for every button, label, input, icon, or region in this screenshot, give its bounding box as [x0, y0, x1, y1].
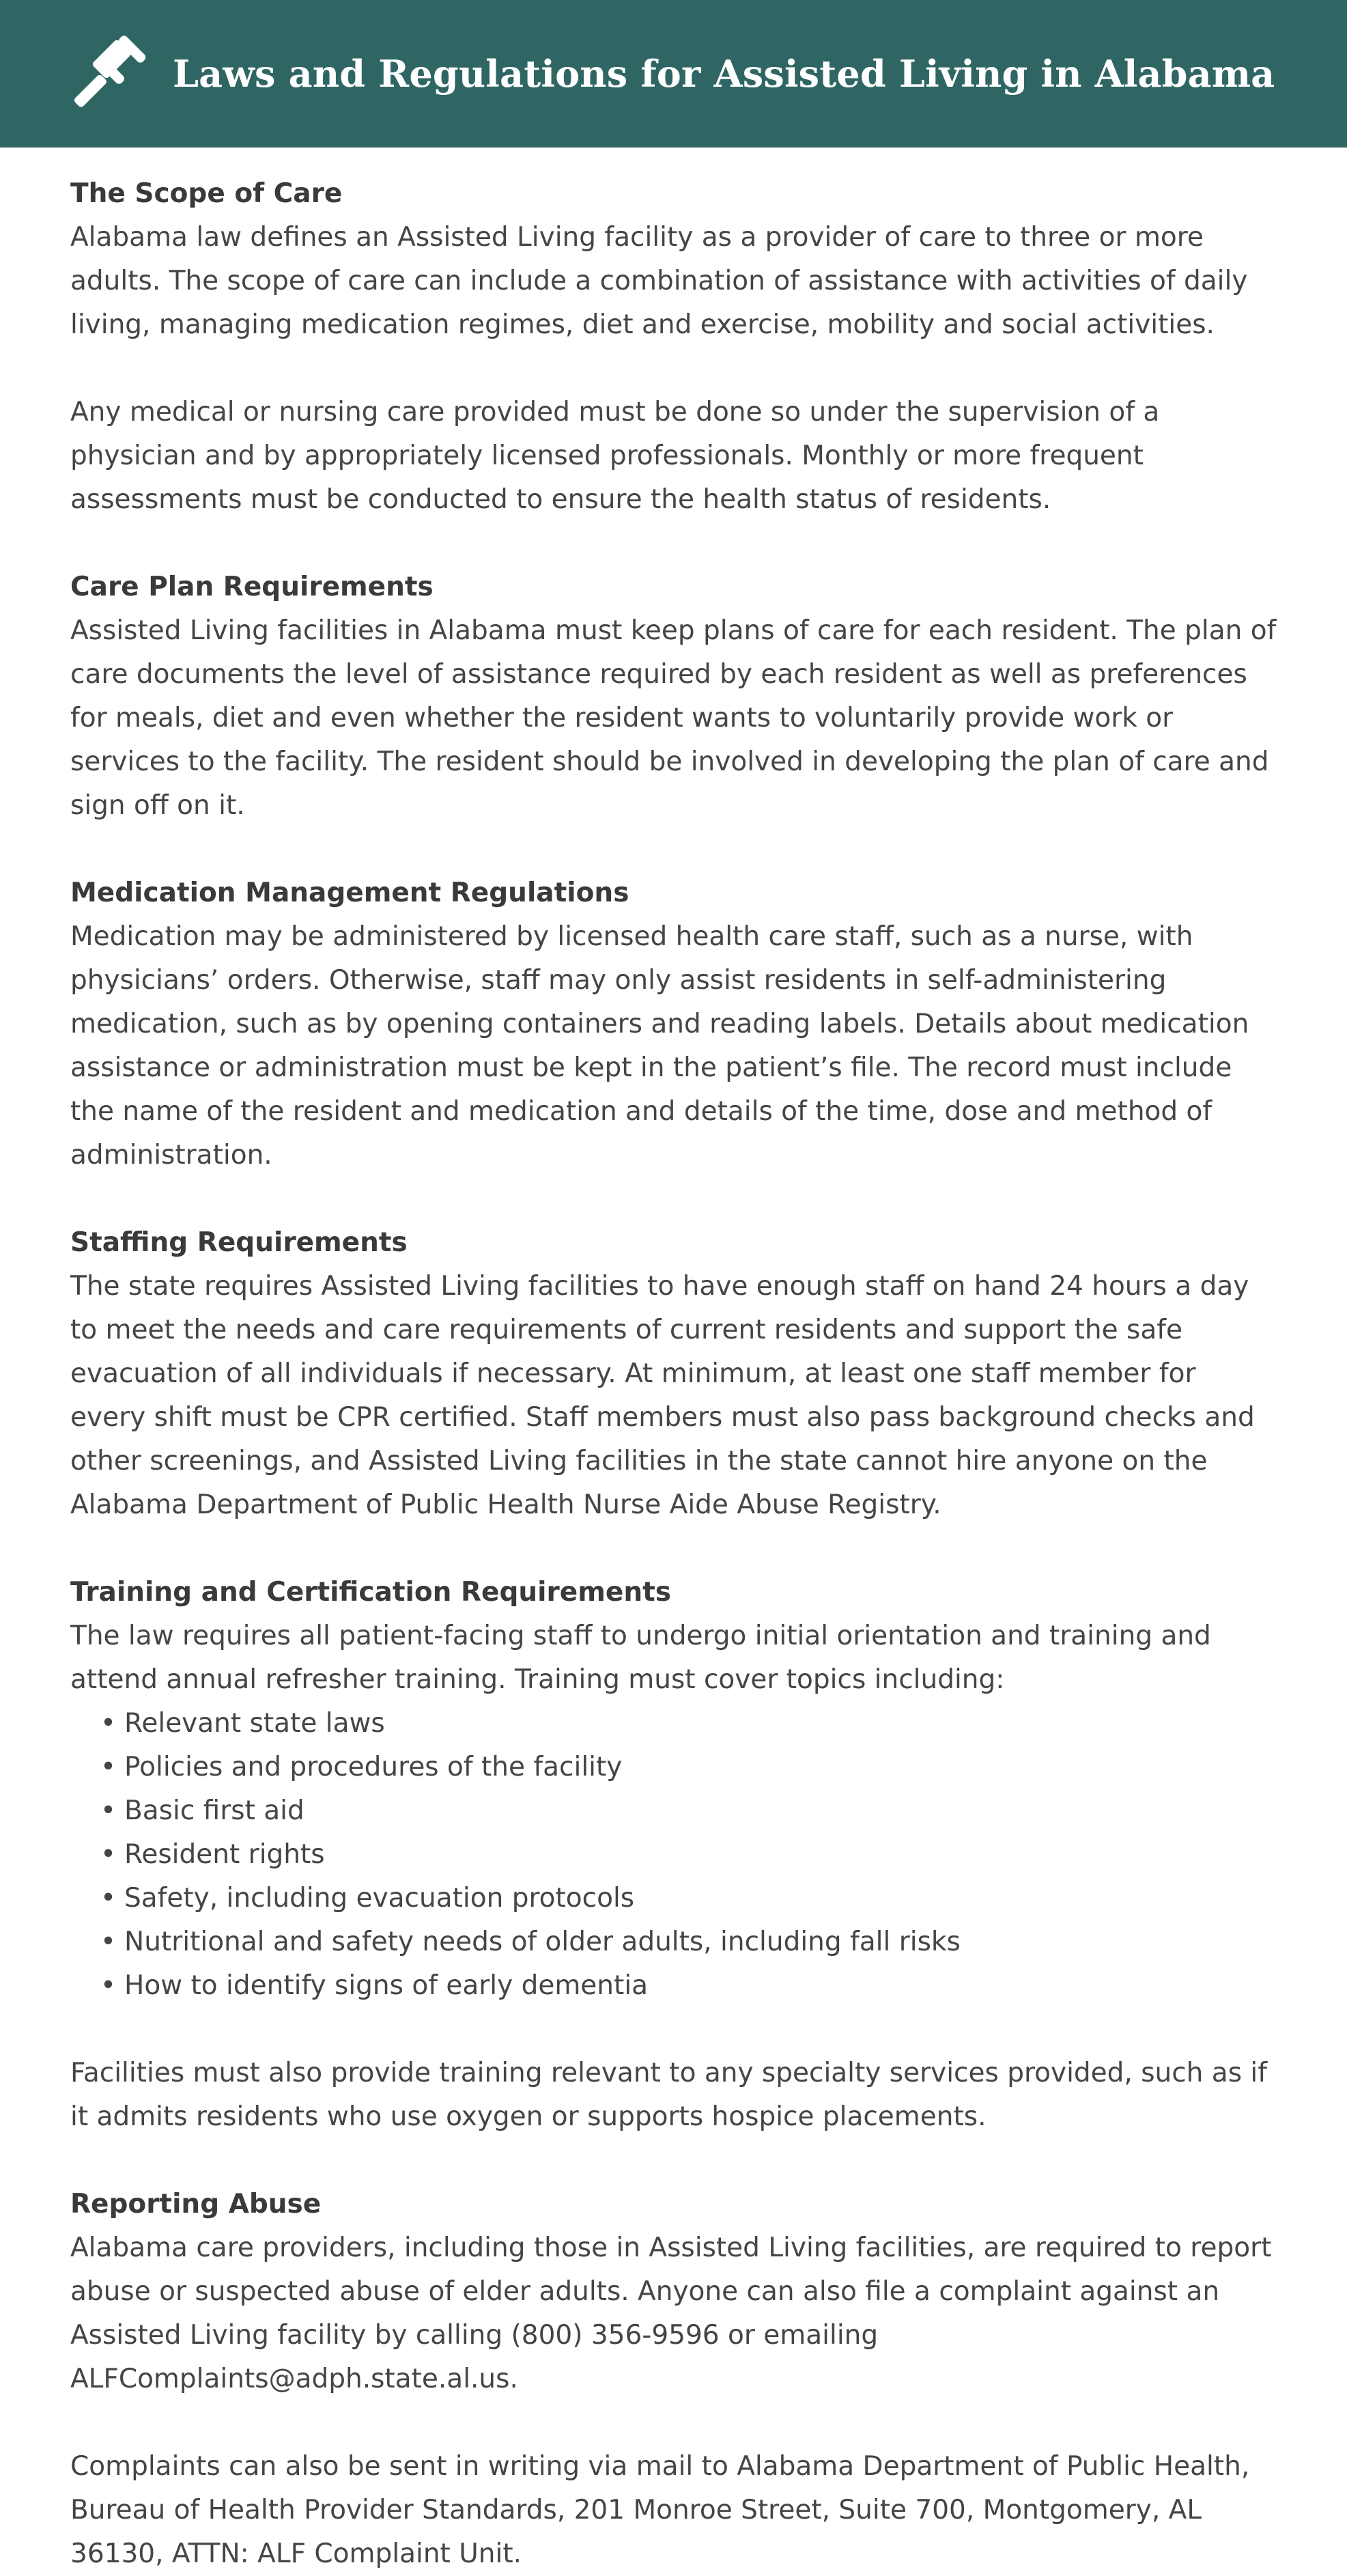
- paragraph: The law requires all patient-facing staff to undergo initial orientation and training and attend annual refresher training. Training must cover topics including:: [70, 1621, 1211, 1695]
- section-heading-abuse: Reporting Abuse: [70, 2189, 322, 2220]
- gavel-icon: [68, 32, 150, 115]
- paragraph: Assisted Living facilities in Alabama must keep plans of care for each resident. The plan of care documents the level of assistance required by each resident as well as preferences for meals, diet and even whether the resident wants to voluntarily provide work or services to the facility. The resident should be involved in developing the plan of care and sign off on it.: [70, 615, 1277, 821]
- section-heading-care-plan: Care Plan Requirements: [70, 572, 434, 602]
- section-heading-training: Training and Certification Requirements: [70, 1577, 671, 1608]
- section-heading-scope: The Scope of Care: [70, 178, 343, 209]
- list-item: • How to identify signs of early dementia: [100, 1970, 649, 2001]
- section-heading-medication: Medication Management Regulations: [70, 878, 629, 908]
- list-item: • Policies and procedures of the facility: [100, 1752, 623, 1782]
- list-item: • Resident rights: [100, 1839, 325, 1870]
- paragraph: Alabama law defines an Assisted Living facility as a provider of care to three or more adults. The scope of care can include a combination of assistance with activities of daily living, managing medication regimes, diet and exercise, mobility and social activities.: [70, 222, 1248, 340]
- list-item: • Safety, including evacuation protocols: [100, 1883, 635, 1914]
- page-title: Laws and Regulations for Assisted Living in Alabama: [173, 52, 1275, 96]
- list-item: • Basic first aid: [100, 1795, 304, 1826]
- paragraph: The state requires Assisted Living facilities to have enough staff on hand 24 hours a day to meet the needs and care requirements of current residents and support the safe evacuation of all individuals if necessary. At minimum, at least one staff member for every shift must be CPR certified. Staff members must also pass background checks and other screenings, and Assisted Living facilities in the state cannot hire anyone on the Alabama Department of Public Health Nurse Aide Abuse Registry.: [70, 1271, 1255, 1520]
- list-item: • Nutritional and safety needs of older adults, including fall risks: [100, 1927, 961, 1957]
- paragraph: Facilities must also provide training relevant to any specialty services provided, such as if it admits residents who use oxygen or supports hospice placements.: [70, 2058, 1267, 2132]
- paragraph: Alabama care providers, including those in Assisted Living facilities, are required to report abuse or suspected abuse of elder adults. Anyone can also file a complaint against an Assisted Living facility by calling (800) 356-9596 or emailing ALFComplaints@adph.state.al.us.: [70, 2232, 1272, 2394]
- article-body: [0, 148, 1347, 2576]
- list-item: • Relevant state laws: [100, 1708, 385, 1739]
- page-header: [0, 0, 1347, 148]
- paragraph: Any medical or nursing care provided must be done so under the supervision of a physician and by appropriately licensed professionals. Monthly or more frequent assessments must be conducted to ensure the health status of residents.: [70, 397, 1160, 515]
- paragraph: Complaints can also be sent in writing via mail to Alabama Department of Public Health, Bureau of Health Provider Standards, 201 Monroe Street, Suite 700, Montgomery, AL 36130, ATTN: ALF Complaint Unit.: [70, 2451, 1250, 2569]
- training-topics-list: [70, 1702, 1277, 2008]
- paragraph: Medication may be administered by licensed health care staff, such as a nurse, with physicians’ orders. Otherwise, staff may only assist residents in self-administering medication, such as by opening containers and reading labels. Details about medication assistance or administration must be kept in the patient’s file. The record must include the name of the resident and medication and details of the time, dose and method of administration.: [70, 921, 1249, 1171]
- section-heading-staffing: Staffing Requirements: [70, 1227, 408, 1258]
